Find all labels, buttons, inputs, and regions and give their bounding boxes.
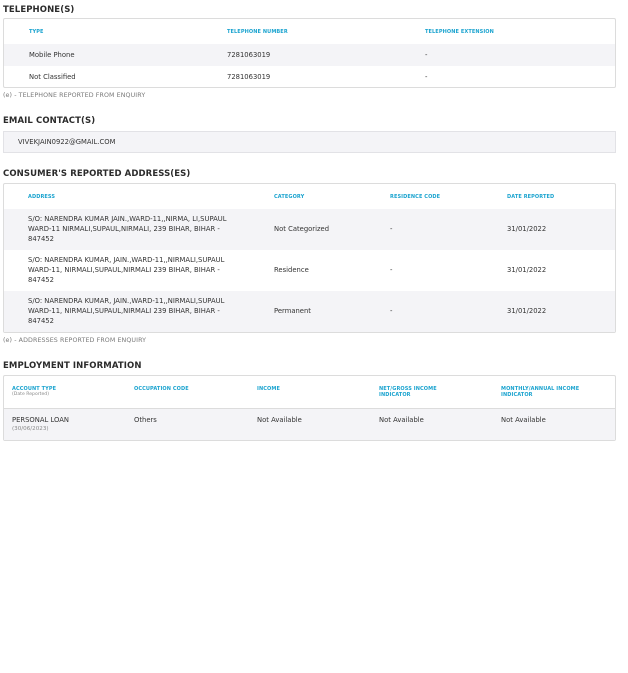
email-value: VIVEKJAIN0922@GMAIL.COM: [18, 138, 116, 146]
telephones-title: TELEPHONE(S): [3, 5, 75, 15]
address-enquiry-note: (e) - ADDRESSES REPORTED FROM ENQUIRY: [3, 337, 147, 344]
table-row: [4, 408, 615, 440]
col-header-income: INCOME: [257, 386, 280, 392]
col-header-account-type: ACCOUNT TYPE: [12, 386, 57, 392]
employment-occupation-code: Others: [134, 416, 157, 424]
address-residence-code: -: [390, 307, 393, 315]
email-title: EMAIL CONTACT(S): [3, 116, 96, 126]
address-residence-code: -: [390, 266, 393, 274]
col-header-residence-code: RESIDENCE CODE: [390, 194, 441, 200]
email-row: [3, 131, 616, 153]
phone-extension: -: [425, 51, 428, 59]
col-header-date-reported-sub: (Date Reported): [12, 392, 49, 397]
col-header-occupation-code: OCCUPATION CODE: [134, 386, 189, 392]
employment-net-gross-indicator: Not Available: [379, 416, 424, 424]
employment-title: EMPLOYMENT INFORMATION: [3, 361, 142, 371]
employment-date-reported: (30/06/2023): [12, 426, 49, 432]
address-date-reported: 31/01/2022: [507, 266, 547, 274]
employment-table: [3, 375, 616, 441]
address-text: S/O: NARENDRA KUMAR JAIN.,WARD-11,,NIRMA, LI,SUPAUL WARD-11 NIRMALI,SUPAUL,NIRMALI, 239 BIHAR, BIHAR - 847452: [28, 215, 227, 244]
col-header-net-gross-income: NET/GROSS INCOME INDICATOR: [379, 386, 437, 398]
addresses-title: CONSUMER'S REPORTED ADDRESS(ES): [3, 169, 191, 179]
col-header-category: CATEGORY: [274, 194, 305, 200]
address-category: Permanent: [274, 307, 311, 315]
address-text: S/O: NARENDRA KUMAR, JAIN.,WARD-11,,NIRMALI,SUPAUL WARD-11, NIRMALI,SUPAUL,NIRMALI 239 BIHAR, BIHAR - 847452: [28, 256, 225, 285]
address-category: Not Categorized: [274, 225, 330, 233]
col-header-telephone-number: TELEPHONE NUMBER: [227, 29, 288, 35]
address-date-reported: 31/01/2022: [507, 225, 547, 233]
table-row: [4, 44, 615, 66]
table-row: [4, 209, 615, 250]
table-row: [4, 66, 615, 88]
col-header-monthly-annual-income: MONTHLY/ANNUAL INCOME INDICATOR: [501, 386, 580, 398]
col-header-telephone-extension: TELEPHONE EXTENSION: [425, 29, 494, 35]
telephone-enquiry-note: (e) - TELEPHONE REPORTED FROM ENQUIRY: [3, 92, 146, 99]
address-date-reported: 31/01/2022: [507, 307, 547, 315]
table-row: [4, 291, 615, 332]
employment-account-type: PERSONAL LOAN: [12, 416, 69, 424]
phone-type: Mobile Phone: [29, 51, 75, 59]
phone-extension: -: [425, 73, 428, 81]
col-header-type: TYPE: [29, 29, 44, 35]
phone-number: 7281063019: [227, 73, 271, 81]
phone-number: 7281063019: [227, 51, 271, 59]
col-header-date-reported: DATE REPORTED: [507, 194, 555, 200]
address-residence-code: -: [390, 225, 393, 233]
telephones-table: [3, 18, 616, 88]
phone-type: Not Classified: [29, 73, 76, 81]
address-category: Residence: [274, 266, 309, 274]
addresses-table: [3, 183, 616, 333]
table-row: [4, 250, 615, 291]
address-text: S/O: NARENDRA KUMAR, JAIN.,WARD-11,,NIRMALI,SUPAUL WARD-11, NIRMALI,SUPAUL,NIRMALI 239 BIHAR, BIHAR - 847452: [28, 297, 225, 326]
employment-monthly-annual-indicator: Not Available: [501, 416, 546, 424]
col-header-address: ADDRESS: [28, 194, 56, 200]
employment-income: Not Available: [257, 416, 302, 424]
